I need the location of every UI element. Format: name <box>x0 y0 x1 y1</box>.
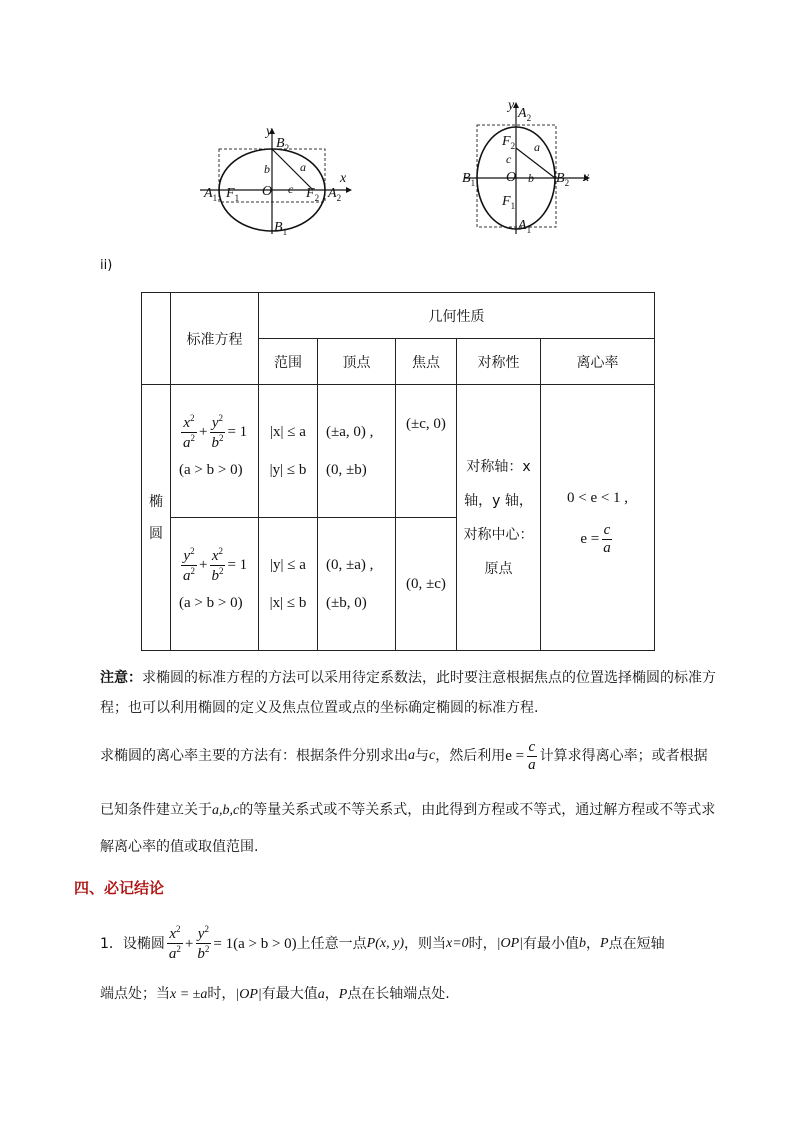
label-O: O <box>506 170 517 185</box>
header-geometric-properties: 几何性质 <box>259 293 655 339</box>
label-c: c <box>506 152 512 166</box>
vertex-cell: (±a, 0) , (0, ±b) <box>318 385 396 518</box>
label-y: y <box>508 98 515 113</box>
label-x: x <box>583 170 590 185</box>
eccentricity-cell: 0 < e < 1 , e = $\frac{c}{a}$ <box>541 385 655 651</box>
label-B1: $B_1$ <box>462 171 476 188</box>
corner-cell <box>142 293 171 385</box>
label-y: y <box>266 124 273 139</box>
section-marker: ii) <box>100 258 113 273</box>
header-vertex: 顶点 <box>318 339 396 385</box>
vertex-cell: (0, ±a) , (±b, 0) <box>318 518 396 651</box>
section-heading: 四、必记结论 <box>74 879 165 897</box>
label-B2: $B_2$ <box>276 136 290 153</box>
range-cell: |y| ≤ a |x| ≤ b <box>259 518 318 651</box>
header-range: 范围 <box>259 339 318 385</box>
label-x: x <box>340 171 347 186</box>
range-cell: |x| ≤ a |y| ≤ b <box>259 385 318 518</box>
label-a: a <box>534 140 540 154</box>
label-O: O <box>262 184 273 199</box>
label-F2: $F_2$ <box>502 134 516 151</box>
label-c: c <box>288 182 294 196</box>
x-axis-arrow <box>346 187 352 193</box>
condition: (a > b > 0) <box>179 461 243 478</box>
note-paragraph: 注意：求椭圆的标准方程的方法可以采用待定系数法，此时要注意根据焦点的位置选择椭圆的标准方 程；也可以利用椭圆的定义及焦点位置或点的坐标确定椭圆的标准方程. <box>100 670 716 716</box>
label-F1: $F_1$ <box>502 194 516 211</box>
header-symmetry: 对称性 <box>457 339 541 385</box>
header-focus: 焦点 <box>396 339 457 385</box>
focus-cell: (±c, 0) <box>396 385 457 518</box>
label-a: a <box>300 160 306 174</box>
row-label-ellipse: 椭 圆 <box>142 385 171 651</box>
equation-horizontal: $\frac{x^2}{a^2}$ + $\frac{y^2}{b^2}$ = 1 (a > b > 0) <box>171 385 259 518</box>
label-b: b <box>264 162 270 176</box>
label-A1: $A_1$ <box>204 186 218 203</box>
note-label: 注意： <box>100 670 142 686</box>
eccentricity-method-paragraph: 求椭圆的离心率主要的方法有：根据条件分别求出 a 与 c ，然后利用 e = $\frac{c}{a}$ 计算求得离心率；或者根据 已知条件建立关于a,b,c的等量关系式或不等关系式，由此得到方程或不等式，通过解方程或不等式求 解离心率的值或取值范围. <box>100 738 716 855</box>
label-b: b <box>528 171 534 185</box>
condition: (a > b > 0) <box>179 594 243 611</box>
ellipse-properties-table <box>141 292 655 651</box>
equation-vertical: $\frac{y^2}{a^2}$ + $\frac{x^2}{b^2}$ = 1 (a > b > 0) <box>171 518 259 651</box>
header-standard-equation: 标准方程 <box>171 293 259 385</box>
conclusion-paragraph: 1．设椭圆 $\frac{x^2}{a^2}$ + $\frac{y^2}{b^2}$ = 1(a > b > 0) 上任意一点 P(x, y) ，则当 x=0 时， |OP| 有最小值 b ， P 点在短轴 端点处；当x = ±a时，|OP|有最大值a，P点在长轴端点处. <box>100 924 665 1002</box>
label-F1: $F_1$ <box>226 186 240 203</box>
label-A2: $A_2$ <box>518 106 532 123</box>
label-A2: $A_2$ <box>328 186 342 203</box>
label-B1: $B_1$ <box>274 220 288 237</box>
header-eccentricity: 离心率 <box>541 339 655 385</box>
label-B2: $B_2$ <box>556 171 570 188</box>
label-A1: $A_1$ <box>518 218 532 235</box>
symmetry-cell: 对称轴：x 轴，y 轴， 对称中心： 原点 <box>457 385 541 651</box>
focus-cell: (0, ±c) <box>396 518 457 651</box>
label-F2: $F_2$ <box>306 186 320 203</box>
